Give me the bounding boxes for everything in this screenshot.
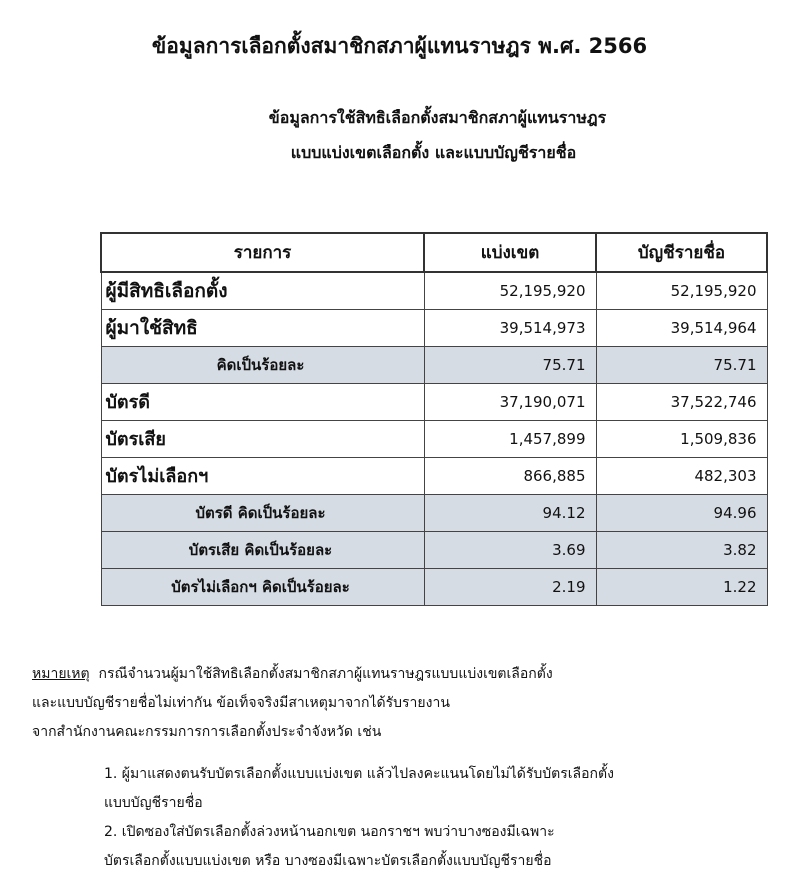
table-row: [101, 346, 767, 383]
page-title: ข้อมูลการเลือกตั้งสมาชิกสภาผู้แทนราษฎร พ.ศ. 2566: [151, 34, 648, 58]
footnote-line-2: และแบบบัญชีรายชื่อไม่เท่ากัน ข้อเท็จจริงมีสาเหตุมาจากได้รับรายงาน: [32, 695, 450, 711]
footnote-item-1: [104, 760, 764, 818]
header-item: รายการ: [101, 233, 424, 272]
header-party-list: บัญชีรายชื่อ: [596, 233, 767, 272]
header-district: แบ่งเขต: [424, 233, 596, 272]
table-row: [101, 531, 767, 568]
row-label: บัตรดี คิดเป็นร้อยละ: [101, 494, 424, 531]
district-value: 3.69: [424, 531, 596, 568]
district-value: 1,457,899: [424, 420, 596, 457]
footnote-text: กรณีจำนวนผู้มาใช้สิทธิเลือกตั้งสมาชิกสภาผู้แทนราษฎรแบบแบ่งเขตเลือกตั้ง: [89, 666, 553, 682]
district-value: 52,195,920: [424, 272, 596, 309]
footnote-item-1-line-1: 1. ผู้มาแสดงตนรับบัตรเลือกตั้งแบบแบ่งเขต แล้วไปลงคะแนนโดยไม่ได้รับบัตรเลือกตั้ง: [104, 766, 614, 782]
footnote-label: หมายเหตุ: [32, 666, 90, 682]
district-value: 39,514,973: [424, 309, 596, 346]
district-value: 94.12: [424, 494, 596, 531]
table-row: [101, 568, 767, 605]
subtitle-line-2: แบบแบ่งเขตเลือกตั้ง และแบบบัญชีรายชื่อ: [290, 143, 577, 162]
row-label: บัตรเสีย คิดเป็นร้อยละ: [101, 531, 424, 568]
table-row: [101, 494, 767, 531]
table-row: [101, 309, 767, 346]
party-list-value: 37,522,746: [596, 383, 767, 420]
party-list-value: 1.22: [596, 568, 767, 605]
row-label: ผู้มีสิทธิเลือกตั้ง: [101, 272, 424, 309]
footnote-item-1-line-2: แบบบัญชีรายชื่อ: [104, 795, 203, 811]
row-label: บัตรไม่เลือกฯ คิดเป็นร้อยละ: [101, 568, 424, 605]
table-row: [101, 457, 767, 494]
party-list-value: 75.71: [596, 346, 767, 383]
district-value: 866,885: [424, 457, 596, 494]
table-row: [101, 272, 767, 309]
party-list-value: 482,303: [596, 457, 767, 494]
footnote-line-3: จากสำนักงานคณะกรรมการการเลือกตั้งประจำจังหวัด เช่น: [32, 724, 382, 740]
party-list-value: 1,509,836: [596, 420, 767, 457]
row-label: บัตรไม่เลือกฯ: [101, 457, 424, 494]
table-header-row: [101, 233, 767, 272]
footnote-item-2: [104, 818, 764, 876]
row-label: บัตรดี: [101, 383, 424, 420]
table-row: [101, 383, 767, 420]
footnote: [32, 660, 772, 747]
district-value: 75.71: [424, 346, 596, 383]
election-data-table: [100, 232, 768, 606]
table-row: [101, 420, 767, 457]
footnote-item-2-line-2: บัตรเลือกตั้งแบบแบ่งเขต หรือ บางซองมีเฉพาะบัตรเลือกตั้งแบบบัญชีรายชื่อ: [104, 853, 552, 869]
party-list-value: 94.96: [596, 494, 767, 531]
footnote-item-2-line-1: 2. เปิดซองใส่บัตรเลือกตั้งล่วงหน้านอกเขต นอกราชฯ พบว่าบางซองมีเฉพาะ: [104, 824, 555, 840]
footnote-line-1: [32, 660, 772, 689]
row-label: บัตรเสีย: [101, 420, 424, 457]
row-label: คิดเป็นร้อยละ: [101, 346, 424, 383]
party-list-value: 52,195,920: [596, 272, 767, 309]
row-label: ผู้มาใช้สิทธิ: [101, 309, 424, 346]
party-list-value: 39,514,964: [596, 309, 767, 346]
party-list-value: 3.82: [596, 531, 767, 568]
district-value: 37,190,071: [424, 383, 596, 420]
district-value: 2.19: [424, 568, 596, 605]
subtitle-line-1: ข้อมูลการใช้สิทธิเลือกตั้งสมาชิกสภาผู้แทนราษฎร: [268, 108, 607, 127]
